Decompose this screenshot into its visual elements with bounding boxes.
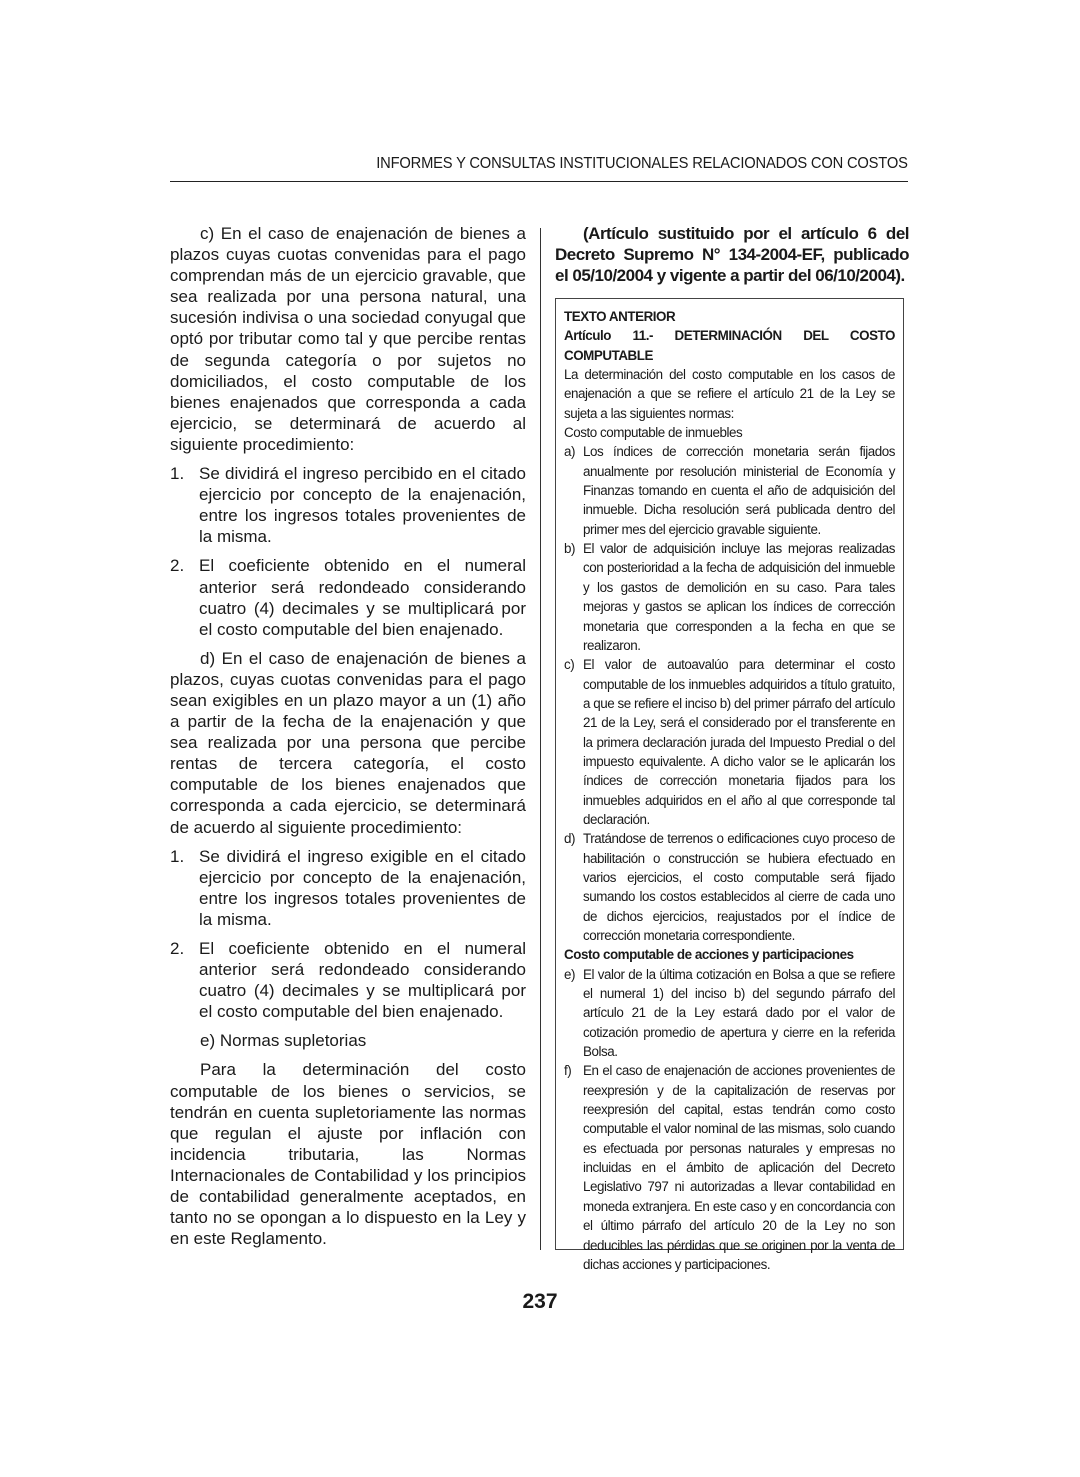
paragraph-e-title: e) Normas supletorias: [200, 1031, 367, 1051]
left-column: [170, 223, 526, 1257]
page-number: 237: [522, 1290, 558, 1313]
item-letter: b): [564, 541, 576, 557]
item-letter: a): [564, 444, 576, 460]
item-text: Tratándose de terrenos o edificaciones cuyo proceso de habilitación o construcción se hubiera efectuado en varios ejercicios, el costo computable será fijado sumando los costos establecidos al cierre de cada uno de dichos ejercicios, reajustados por el índice de corrección monetaria correspondiente.: [583, 831, 895, 943]
item-letter: e): [564, 966, 576, 982]
list-item: [564, 539, 895, 655]
item-number: 2.: [170, 556, 185, 576]
header-title: INFORMES Y CONSULTAS INSTITUCIONALES RELACIONADOS CON COSTOS: [376, 155, 908, 172]
item-text: El valor de la última cotización en Bolsa a que se refiere el numeral 1) del inciso b) del segundo párrafo del artículo 21 de la Ley estará dado por el valor de cotización promedio de apertura y cierre en la referida Bolsa.: [583, 966, 895, 1060]
list-item: [564, 829, 895, 945]
list-item: [170, 555, 526, 639]
item-text: El valor de adquisición incluye las mejoras realizadas con posterioridad a la fecha de adquisición del inmueble y los gastos de demolición en su caso. Para tales mejoras y gastos se aplican los índices de corrección monetaria que corresponden a la fecha en que se realizaron.: [583, 541, 895, 653]
right-column: [555, 223, 909, 286]
list-item: [170, 463, 526, 547]
paragraph-c: c) En el caso de enajenación de bienes a plazos cuyas cuotas convenidas para el pago comprendan más de un ejercicio gravable, que sea realizada por una persona natural, una sucesión indivisa o una sociedad conyugal que optó por tributar como tal y que percibe rentas de segunda categoría o por sujetos no domiciliados, el costo computable de los bienes enajenados que corresponda a cada ejercicio, se determinará de acuerdo al siguiente procedimiento:: [170, 224, 526, 454]
list-item: [564, 655, 895, 829]
paragraph-d: d) En el caso de enajenación de bienes a plazos, cuyas cuotas convenidas para el pago sean exigibles en un plazo mayor a un (1) año a partir de la fecha de la enajenación y que sea realizada por una persona que percibe rentas de tercera categoría, el costo computable de los bienes enajenados que corresponda a cada ejercicio, se determinará de acuerdo al siguiente procedimiento:: [170, 648, 526, 837]
substitution-note: (Artículo sustituido por el artículo 6 del Decreto Supremo N° 134-2004-EF, publicado el 05/10/2004 y vigente a partir del 06/10/2004).: [555, 224, 909, 285]
item-text: En el caso de enajenación de acciones provenientes de reexpresión y de la capitalización de reservas por reexpresión del capital, estas tendrán como costo computable el valor nominal de las mismas, solo cuando es efectuada por personas naturales y empresas no incluidas en el ámbito de aplicación del Decreto Legislativo 797 ni autorizadas a llevar contabilidad en moneda extranjera. En este caso y en concordancia con el último párrafo del artículo 20 de la Ley no son deducibles las pérdidas que se originen por la venta de dichas acciones y participaciones.: [583, 1063, 895, 1272]
item-text: Se dividirá el ingreso exigible en el citado ejercicio por concepto de la enajenación, entre los ingresos totales provenientes de la misma.: [199, 846, 526, 929]
item-text: Los índices de corrección monetaria serán fijados anualmente por resolución ministerial de Economía y Finanzas tomando en cuenta el año de adquisición del inmueble. Dicha resolución será publicada dentro del primer mes del ejercicio gravable siguiente.: [583, 444, 895, 537]
item-text: El coeficiente obtenido en el numeral anterior será redondeado considerando cuatro (4) decimales y se multiplicará por el costo computable del bien enajenado.: [199, 556, 526, 639]
item-number: 1.: [170, 464, 185, 484]
item-text: Se dividirá el ingreso percibido en el citado ejercicio por concepto de la enajenación, entre los ingresos totales provenientes de la misma.: [199, 464, 526, 547]
column-divider: [540, 228, 541, 1250]
item-text: El valor de autoavalúo para determinar el costo computable de los inmuebles adquiridos a título gratuito, a que se refiere el inciso b) del primer párrafo del artículo 21 de la Ley, será el considerado por el transferente en la primera declaración jurada del Impuesto Predial o del impuesto equivalente. A dicho valor se le aplicarán los índices de corrección monetaria fijados para los inmuebles adquiridos en el año al que corresponde tal declaración.: [583, 657, 895, 827]
running-header: [170, 155, 908, 173]
header-rule: [170, 181, 908, 182]
item-number: 1.: [170, 846, 185, 866]
item-text: El coeficiente obtenido en el numeral anterior será redondeado considerando cuatro (4) decimales y se multiplicará por el costo computable del bien enajenado.: [199, 939, 526, 1022]
section-heading: Costo computable de acciones y participaciones: [564, 947, 854, 963]
list-item: [564, 965, 895, 1062]
box-intro: La determinación del costo computable en los casos de enajenación a que se refiere el artículo 21 de la Ley se sujeta a las siguientes normas:: [564, 367, 895, 421]
item-letter: c): [564, 657, 575, 673]
box-label: TEXTO ANTERIOR: [564, 309, 676, 324]
item-letter: f): [564, 1063, 572, 1079]
item-letter: d): [564, 831, 576, 847]
list-item: [564, 442, 895, 539]
paragraph-e: Para la determinación del costo computable de los bienes o servicios, se tendrán en cuenta supletoriamente las normas que regulan el ajuste por inflación con incidencia tributaria, las Normas Internacionales de Contabilidad y los principios de contabilidad generalmente aceptados, en tanto no se opongan a lo dispuesto en la Ley y en este Reglamento.: [170, 1060, 526, 1249]
item-number: 2.: [170, 939, 185, 958]
article-title: Artículo 11.- DETERMINACIÓN DEL COSTO COMPUTABLE: [564, 328, 895, 363]
list-item: [564, 1061, 895, 1274]
section-heading: Costo computable de inmuebles: [564, 425, 743, 441]
list-item: [170, 846, 526, 930]
list-item: [170, 938, 526, 1022]
previous-text-box: [555, 298, 904, 1272]
